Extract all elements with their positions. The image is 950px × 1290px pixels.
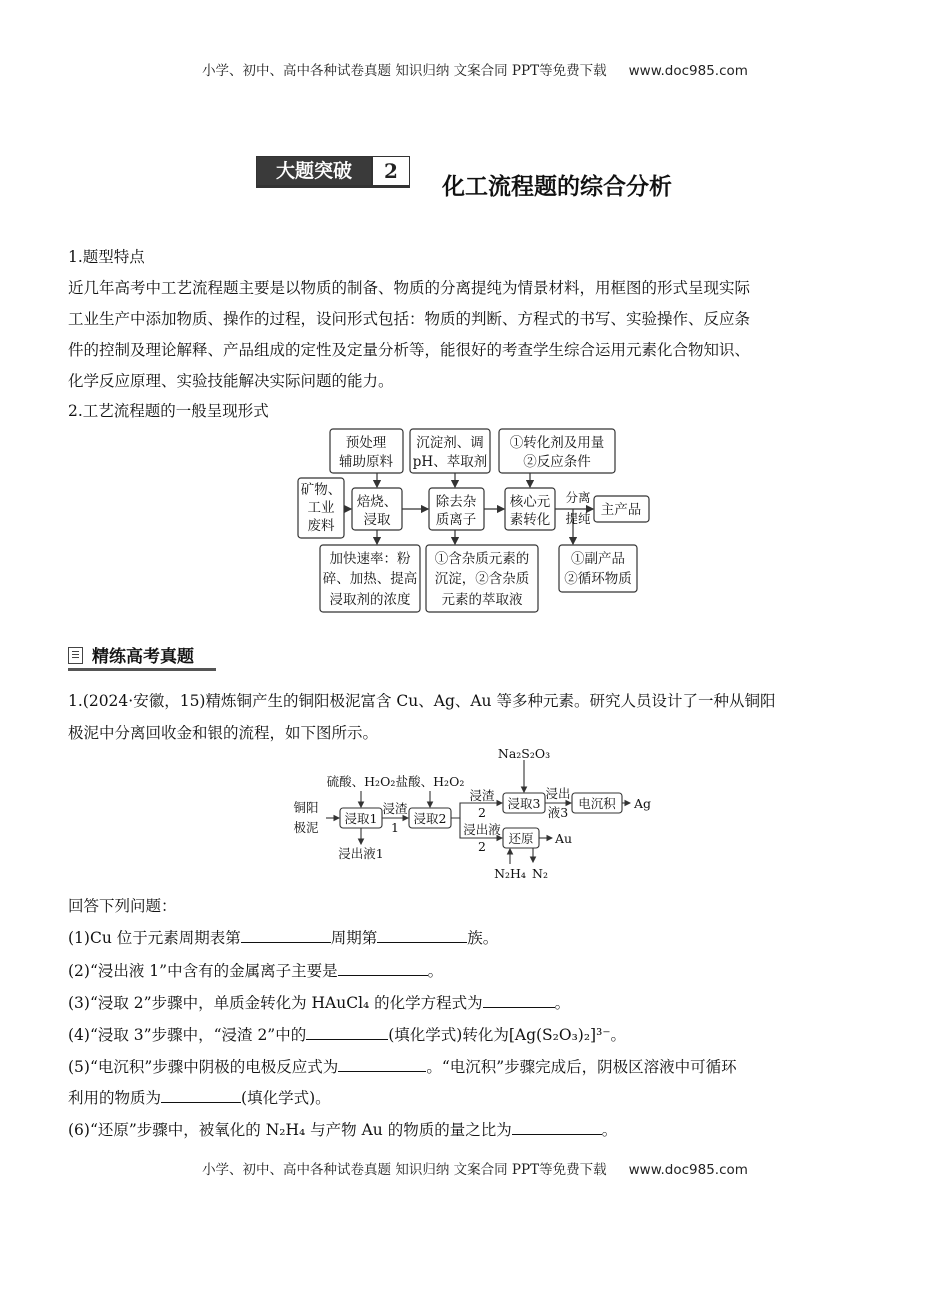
f1-left-a: 矿物、: [300, 482, 342, 498]
page-title: 化工流程题的综合分析: [442, 174, 672, 200]
s1-line-3: 件的控制及理论解释、产品组成的定性及定量分析等，能很好的考查学生综合运用元素化合物知识、: [68, 341, 751, 359]
f1-top-1a: 预处理: [345, 435, 387, 451]
question-5-cont: [68, 1083, 888, 1114]
f2-box-reduce: 还原: [508, 831, 534, 846]
f2-start-a: 铜阳: [293, 800, 319, 815]
page-header: [0, 59, 950, 79]
section-title: 精练高考真题: [92, 647, 194, 667]
f2-start-b: 极泥: [293, 820, 319, 835]
f2-leach1: 浸出液1: [338, 846, 384, 861]
f2-slag2-a: 浸渣: [469, 788, 495, 803]
question-4: [68, 1020, 888, 1051]
copper-anode-slime-flow: [290, 748, 670, 888]
f1-top-3b: ②反应条件: [523, 454, 591, 470]
footer-text: 小学、初中、高中各种试卷真题 知识归纳 文案合同 PPT等免费下载: [202, 1162, 607, 1178]
f2-reagent-3: Na₂S₂O₃: [497, 748, 551, 761]
q1-intro-line-2: 极泥中分离回收金和银的流程，如下图所示。: [68, 724, 379, 742]
q2-blank[interactable]: [338, 959, 428, 976]
f2-leach2-b: 2: [478, 839, 486, 854]
q1-blank-2[interactable]: [377, 926, 467, 943]
topic-badge: [256, 156, 410, 186]
q1-intro-line-1: 1.(2024·安徽，15)精炼铜产生的铜阳极泥富含 Cu、Ag、Au 等多种元素。研究人员设计了一种从铜阳: [68, 692, 776, 710]
f2-slag1-a: 浸渣: [382, 801, 408, 816]
s1-heading: 1.题型特点: [68, 248, 145, 266]
q1-text-a: (1)Cu 位于元素周期表第: [68, 929, 241, 947]
document-icon: [68, 647, 83, 664]
question-3: [68, 988, 888, 1019]
f2-leach3-a: 浸出: [545, 786, 571, 801]
q3-text-a: (3)“浸取 2”步骤中，单质金转化为 HAuCl₄ 的化学方程式为: [68, 994, 483, 1012]
f2-product-ag: Ag: [634, 796, 652, 811]
q4-text-b: (填化学式)转化为[Ag(S₂O₃)₂]³⁻。: [388, 1026, 626, 1044]
f2-box-leach2: 浸取2: [413, 811, 447, 826]
f1-top-1b: 辅助原料: [339, 454, 393, 470]
f2-product-au: Au: [555, 831, 573, 846]
question-1: [68, 923, 888, 954]
badge-underline: [256, 186, 410, 188]
question-5: [68, 1052, 888, 1083]
q5-text-b: 。“电沉积”步骤完成后，阴极区溶液中可循环: [426, 1058, 737, 1076]
badge-number: 2: [372, 156, 410, 186]
f1-top-3a: ①转化剂及用量: [509, 435, 605, 451]
s1-line-4: 化学反应原理、实验技能解决实际问题的能力。: [68, 372, 394, 390]
f2-leach2-a: 浸出液: [463, 822, 501, 837]
f1-main-1b: 浸取: [363, 512, 391, 528]
q1-text-b: 周期第: [330, 929, 378, 947]
q1-blank-1[interactable]: [241, 926, 331, 943]
q4-blank[interactable]: [306, 1023, 388, 1040]
f1-top-2b: pH、萃取剂: [412, 454, 488, 470]
header-url[interactable]: www.doc985.com: [628, 63, 748, 79]
s2-heading: 2.工艺流程题的一般呈现形式: [68, 402, 269, 420]
q1-text-c: 族。: [467, 929, 499, 947]
f1-product: 主产品: [600, 502, 642, 518]
f1-bottom-1b: 碎、加热、提高: [322, 571, 418, 587]
f1-bottom-3b: ②循环物质: [564, 571, 632, 587]
f2-leach3-b: 液3: [547, 805, 569, 820]
s1-line-2: 工业生产中添加物质、操作的过程，设问形式包括：物质的判断、方程式的书写、实验操作、反应条: [68, 310, 751, 328]
f1-left-c: 废料: [307, 518, 335, 534]
q5-blank-2[interactable]: [161, 1086, 241, 1103]
q5-text-c: 利用的物质为: [68, 1089, 162, 1107]
f1-main-3b: 素转化: [509, 512, 551, 528]
q6-text-a: (6)“还原”步骤中，被氧化的 N₂H₄ 与产物 Au 的物质的量之比为: [68, 1121, 512, 1139]
s1-line-1: 近几年高考中工艺流程题主要是以物质的制备、物质的分离提纯为情景材料，用框图的形式呈现实际: [68, 279, 751, 297]
question-6: [68, 1115, 888, 1146]
q2-text-b: 。: [427, 962, 444, 980]
q3-blank[interactable]: [483, 991, 555, 1008]
f1-bottom-2b: 沉淀，②含杂质: [434, 571, 530, 587]
f1-left-b: 工业: [307, 500, 335, 516]
q5-blank-1[interactable]: [338, 1055, 426, 1072]
footer-url[interactable]: www.doc985.com: [628, 1162, 748, 1178]
f2-box-electrodeposit: 电沉积: [578, 796, 616, 811]
f1-main-1a: 焙烧、: [356, 494, 398, 510]
f1-top-2a: 沉淀剂、调: [416, 435, 484, 451]
f1-bottom-3a: ①副产品: [571, 551, 625, 567]
q5-text-a: (5)“电沉积”步骤中阴极的电极反应式为: [68, 1058, 339, 1076]
f1-main-3a: 核心元: [509, 494, 551, 510]
f2-n2h4: N₂H₄: [494, 866, 526, 881]
f1-bottom-1c: 浸取剂的浓度: [329, 592, 411, 608]
q2-text-a: (2)“浸出液 1”中含有的金属离子主要是: [68, 962, 338, 980]
f2-reagent-1: 硫酸、H₂O₂: [326, 774, 396, 789]
f1-arrow-label-a: 分离: [565, 490, 591, 505]
f1-arrow-label-b: 提纯: [565, 511, 591, 526]
badge-label: 大题突破: [256, 156, 372, 186]
f1-main-2b: 质离子: [435, 512, 477, 528]
process-flow-diagram: [295, 425, 665, 620]
f2-reagent-2: 盐酸、H₂O₂: [395, 774, 465, 789]
q6-blank[interactable]: [512, 1118, 602, 1135]
header-text: 小学、初中、高中各种试卷真题 知识归纳 文案合同 PPT等免费下载: [202, 63, 607, 79]
q3-text-b: 。: [554, 994, 571, 1012]
f1-bottom-2a: ①含杂质元素的: [434, 551, 530, 567]
q6-text-b: 。: [601, 1121, 618, 1139]
f1-bottom-1a: 加快速率：粉: [329, 551, 411, 567]
question-2: [68, 956, 888, 987]
page-footer: [0, 1158, 950, 1178]
f1-bottom-2c: 元素的萃取液: [441, 592, 523, 608]
f2-slag2-b: 2: [478, 805, 486, 820]
f2-box-leach1: 浸取1: [344, 811, 378, 826]
q4-text-a: (4)“浸取 3”步骤中，“浸渣 2”中的: [68, 1026, 307, 1044]
questions-prompt: 回答下列问题：: [68, 897, 177, 915]
q5-text-d: (填化学式)。: [241, 1089, 331, 1107]
f2-box-leach3: 浸取3: [507, 796, 541, 811]
f1-main-2a: 除去杂: [435, 494, 477, 510]
f2-slag1-b: 1: [391, 820, 399, 835]
f2-n2: N₂: [532, 866, 548, 881]
section-underline: [68, 668, 216, 671]
